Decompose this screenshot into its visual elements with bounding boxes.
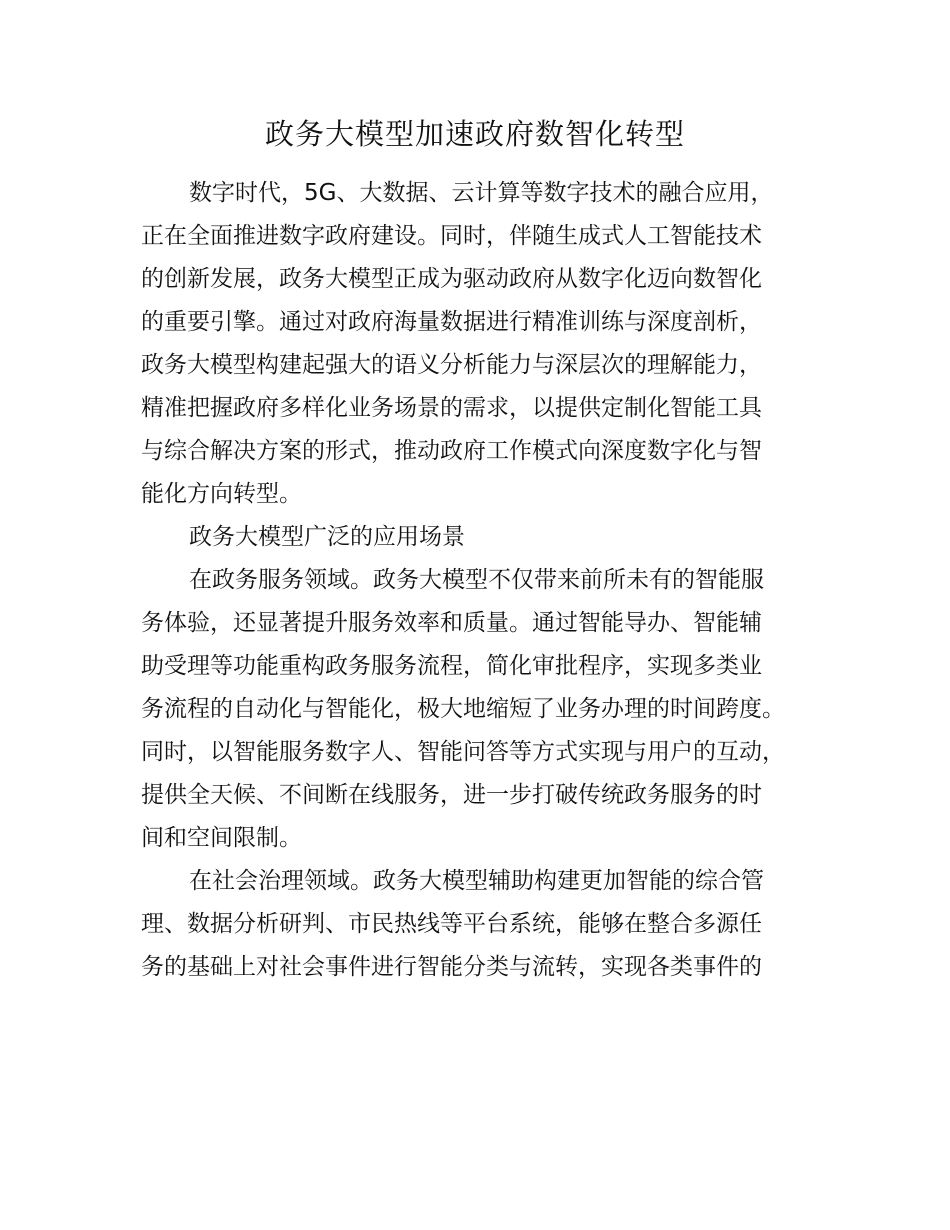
paragraph-line: 同时，以智能服务数字人、智能问答等方式实现与用户的互动， [141, 739, 785, 765]
paragraph-intro [141, 172, 831, 516]
paragraph-line: 在社会治理领域。政务大模型辅助构建更加智能的综合管 [189, 868, 764, 894]
paragraph-government-services [141, 559, 831, 860]
paragraph-line: 在政务服务领域。政务大模型不仅带来前所未有的智能服 [189, 567, 764, 593]
paragraph-line: 正在全面推进数字政府建设。同时，伴随生成式人工智能技术 [141, 223, 762, 249]
paragraph-line: 理、数据分析研判、市民热线等平台系统，能够在整合多源任 [141, 911, 762, 937]
paragraph-social-governance [141, 860, 831, 989]
paragraph-line: 务的基础上对社会事件进行智能分类与流转，实现各类事件的 [141, 954, 762, 980]
paragraph-line: 精准把握政府多样化业务场景的需求，以提供定制化智能工具 [141, 395, 762, 421]
paragraph-line: 间和空间限制。 [141, 825, 302, 851]
paragraph-line: 提供全天候、不间断在线服务，进一步打破传统政务服务的时 [141, 782, 762, 808]
section-heading [141, 516, 831, 559]
document-title: 政务大模型加速政府数智化转型 [264, 117, 685, 151]
paragraph-line: 与综合解决方案的形式，推动政府工作模式向深度数字化与智 [141, 438, 762, 464]
paragraph-line: 能化方向转型。 [141, 481, 302, 507]
section-heading-line: 政务大模型广泛的应用场景 [189, 524, 465, 550]
paragraph-line: 务流程的自动化与智能化，极大地缩短了业务办理的时间跨度。 [141, 696, 785, 722]
document-body [141, 172, 831, 989]
paragraph-line: 的重要引擎。通过对政府海量数据进行精准训练与深度剖析， [141, 309, 762, 335]
paragraph-line: 数字时代，5G、大数据、云计算等数字技术的融合应用， [189, 180, 774, 206]
paragraph-line: 务体验，还显著提升服务效率和质量。通过智能导办、智能辅 [141, 610, 762, 636]
paragraph-line: 助受理等功能重构政务服务流程，简化审批程序，实现多类业 [141, 653, 762, 679]
paragraph-line: 政务大模型构建起强大的语义分析能力与深层次的理解能力， [141, 352, 762, 378]
paragraph-line: 的创新发展，政务大模型正成为驱动政府从数字化迈向数智化 [141, 266, 762, 292]
